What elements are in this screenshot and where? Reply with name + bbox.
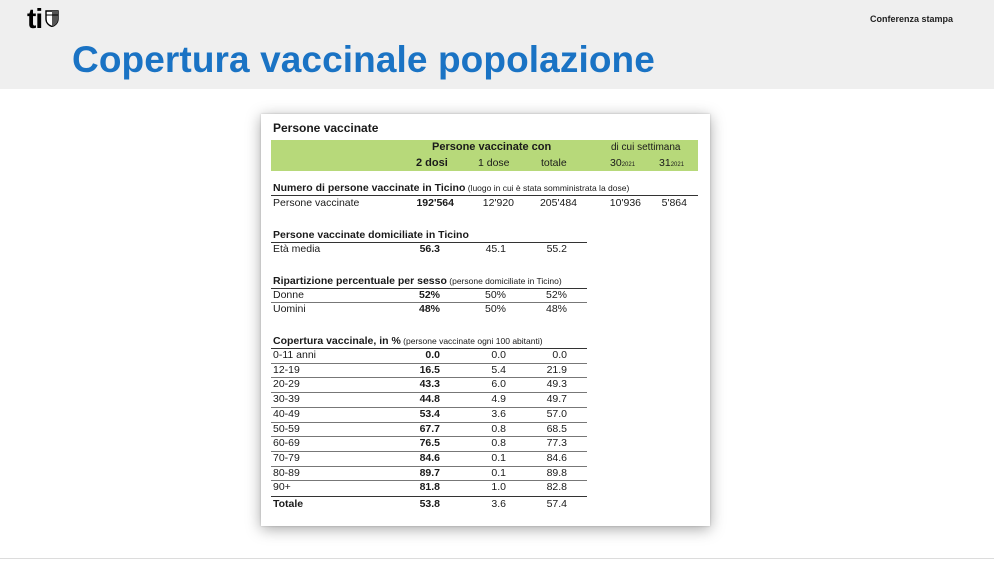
ticino-logo bbox=[27, 4, 59, 34]
cell-2dosi: 16.5 bbox=[419, 363, 440, 376]
row-label: Donne bbox=[273, 289, 304, 301]
cell-1dose: 5.4 bbox=[491, 363, 506, 376]
cell-1dose: 50% bbox=[484, 303, 506, 315]
cell-1dose: 50% bbox=[484, 289, 506, 301]
cell-2dosi: 53.4 bbox=[419, 407, 440, 420]
cell-2dosi: 48% bbox=[418, 303, 440, 315]
cell-week30: 10'936 bbox=[609, 197, 641, 209]
total-label: Totale bbox=[273, 498, 304, 510]
row-label: 30-39 bbox=[273, 393, 300, 406]
section4-title-text: Copertura vaccinale, in % bbox=[273, 335, 401, 347]
cell-2dosi: 89.7 bbox=[419, 466, 440, 479]
section1-note: (luogo in cui è stata somministrata la dose) bbox=[465, 183, 630, 193]
cell-1dose: 0.0 bbox=[491, 349, 506, 361]
cell-totale: 77.3 bbox=[546, 437, 567, 450]
week-header: di cui settimana bbox=[611, 142, 681, 153]
cell-totale: 68.5 bbox=[546, 422, 567, 435]
week30-year: 2021 bbox=[621, 162, 636, 168]
cell-totale: 48% bbox=[545, 303, 567, 315]
total-totale: 57.4 bbox=[546, 498, 567, 510]
cell-2dosi: 192'564 bbox=[416, 197, 454, 209]
cell-1dose: 0.1 bbox=[491, 451, 506, 464]
divider bbox=[271, 496, 587, 497]
cell-totale: 55.2 bbox=[546, 243, 567, 255]
cell-totale: 84.6 bbox=[546, 451, 567, 464]
row-label: 0-11 anni bbox=[273, 349, 317, 361]
cell-2dosi: 76.5 bbox=[419, 437, 440, 450]
col-header-totale: totale bbox=[541, 157, 567, 169]
section2-title: Persone vaccinate domiciliate in Ticino bbox=[273, 229, 469, 241]
vaccination-table-document bbox=[261, 114, 710, 526]
cell-1dose: 0.1 bbox=[491, 466, 506, 479]
cell-totale: 89.8 bbox=[546, 466, 567, 479]
cell-1dose: 0.8 bbox=[491, 437, 506, 450]
slide-header bbox=[0, 0, 994, 89]
row-label: Uomini bbox=[273, 303, 306, 315]
cell-totale: 49.3 bbox=[546, 378, 567, 391]
cell-totale: 57.0 bbox=[546, 407, 567, 420]
row-label: 70-79 bbox=[273, 451, 300, 464]
cell-1dose: 0.8 bbox=[491, 422, 506, 435]
doc-heading: Persone vaccinate bbox=[273, 121, 379, 135]
row-label: 40-49 bbox=[273, 407, 300, 420]
cell-totale: 49.7 bbox=[546, 393, 567, 406]
cell-totale: 82.8 bbox=[546, 481, 567, 494]
week31-number: 31 bbox=[659, 157, 671, 169]
section4-title bbox=[273, 335, 543, 348]
week30-number: 30 bbox=[610, 157, 622, 169]
section4-note: (persone vaccinate ogni 100 abitanti) bbox=[400, 336, 543, 346]
row-label: Età media bbox=[273, 243, 321, 255]
cell-totale: 52% bbox=[545, 289, 567, 301]
section1-title bbox=[273, 182, 629, 195]
section3-title bbox=[273, 275, 562, 288]
cell-week31: 5'864 bbox=[661, 197, 687, 209]
row-label: 90+ bbox=[273, 481, 291, 494]
row-label: Persone vaccinate bbox=[273, 197, 360, 209]
cell-2dosi: 84.6 bbox=[419, 451, 440, 464]
logo-text: ti bbox=[27, 3, 43, 34]
cell-totale: 205'484 bbox=[539, 197, 577, 209]
cell-1dose: 12'920 bbox=[482, 197, 514, 209]
col-header-1dose: 1 dose bbox=[478, 157, 510, 169]
cell-2dosi: 81.8 bbox=[419, 481, 440, 494]
cell-1dose: 4.9 bbox=[491, 393, 506, 406]
row-label: 60-69 bbox=[273, 437, 300, 450]
footer-line bbox=[0, 558, 994, 559]
week31-year: 2021 bbox=[670, 162, 685, 168]
top-right-label: Conferenza stampa bbox=[869, 14, 953, 24]
cell-2dosi: 67.7 bbox=[419, 422, 440, 435]
cell-totale: 0.0 bbox=[552, 349, 567, 361]
cell-2dosi: 52% bbox=[418, 289, 440, 301]
group-header: Persone vaccinate con bbox=[432, 141, 552, 153]
row-label: 12-19 bbox=[273, 363, 300, 376]
section3-title-text: Ripartizione percentuale per sesso bbox=[273, 275, 447, 287]
cell-totale: 21.9 bbox=[546, 363, 567, 376]
col-header-week30 bbox=[610, 157, 635, 172]
cell-1dose: 1.0 bbox=[491, 481, 506, 494]
cell-2dosi: 43.3 bbox=[419, 378, 440, 391]
cell-2dosi: 56.3 bbox=[419, 243, 440, 255]
page-title: Copertura vaccinale popolazione bbox=[72, 39, 655, 80]
divider bbox=[271, 195, 698, 196]
shield-icon bbox=[45, 10, 59, 32]
cell-1dose: 6.0 bbox=[491, 378, 506, 391]
col-header-2dosi: 2 dosi bbox=[416, 157, 448, 169]
total-1dose: 3.6 bbox=[491, 498, 506, 510]
col-header-week31 bbox=[659, 157, 684, 172]
section1-title-text: Numero di persone vaccinate in Ticino bbox=[273, 182, 466, 194]
cell-1dose: 3.6 bbox=[491, 407, 506, 420]
cell-2dosi: 44.8 bbox=[419, 393, 440, 406]
cell-2dosi: 0.0 bbox=[425, 349, 440, 361]
total-2dosi: 53.8 bbox=[419, 498, 440, 510]
section3-note: (persone domiciliate in Ticino) bbox=[446, 276, 562, 286]
row-label: 80-89 bbox=[273, 466, 300, 479]
cell-1dose: 45.1 bbox=[485, 243, 506, 255]
row-label: 20-29 bbox=[273, 378, 300, 391]
row-label: 50-59 bbox=[273, 422, 300, 435]
